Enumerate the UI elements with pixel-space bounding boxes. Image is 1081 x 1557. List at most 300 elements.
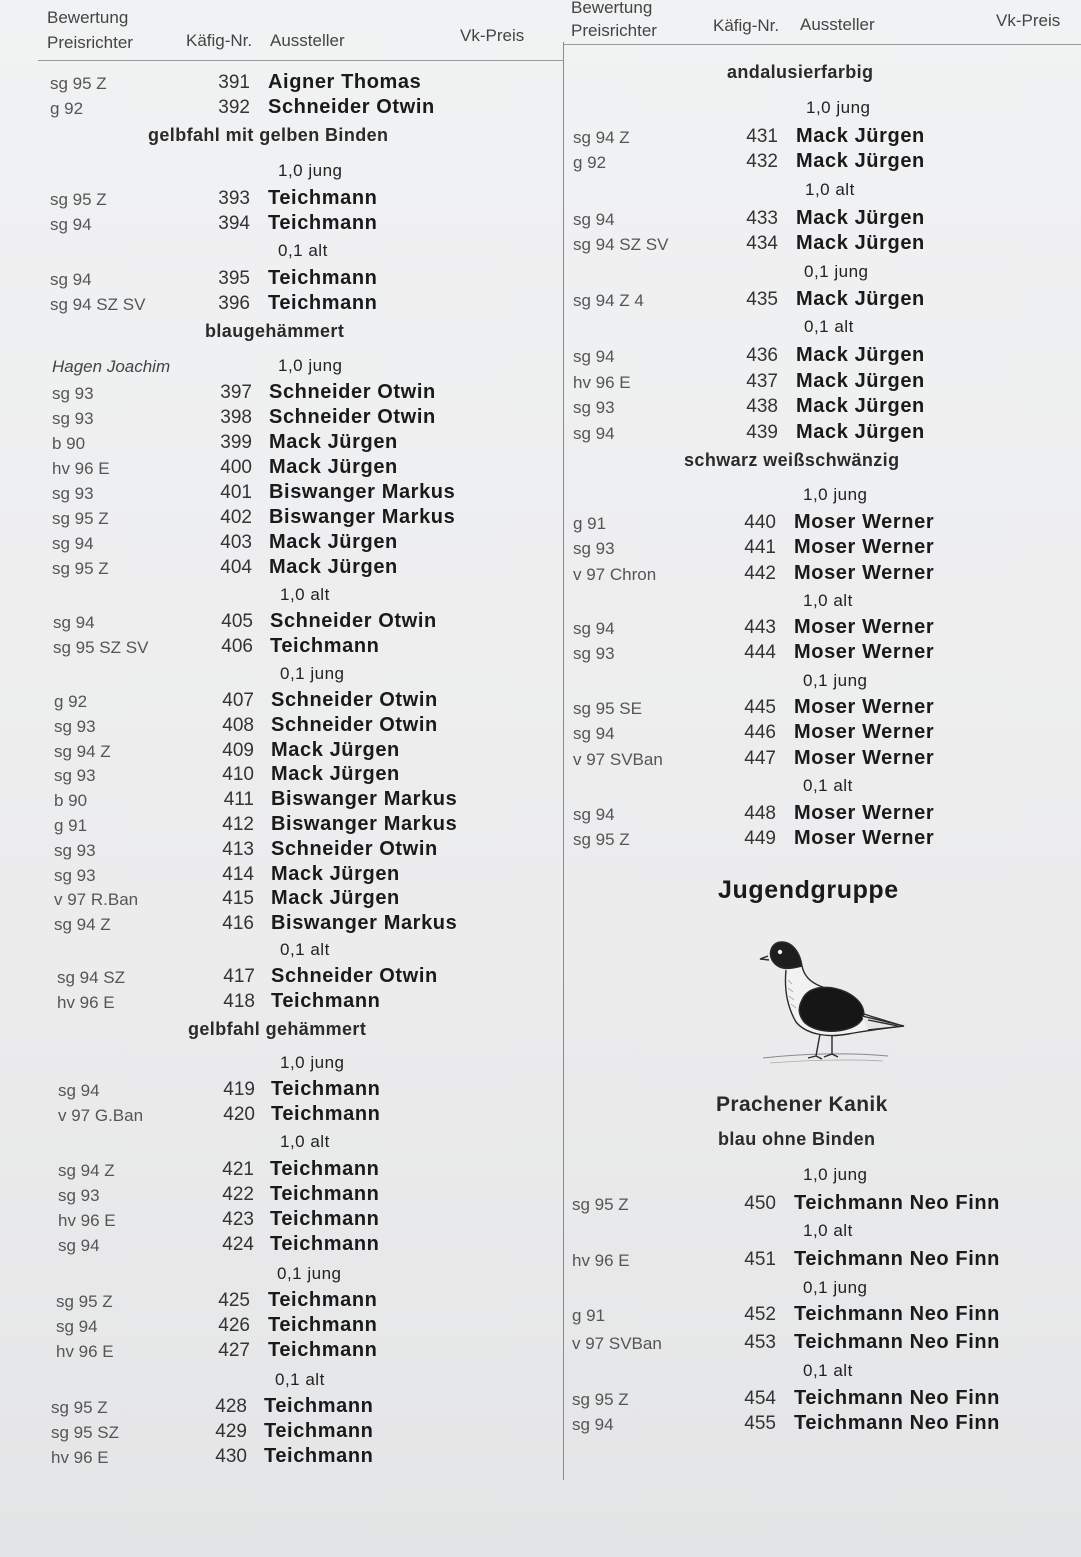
column-divider xyxy=(563,42,564,1480)
rating: sg 95 Z xyxy=(51,1398,108,1417)
entry-row xyxy=(0,812,563,838)
exhibitor-name: Moser Werner xyxy=(794,536,935,559)
class-heading: 1,0 alt xyxy=(280,1132,330,1151)
exhibitor-name: Mack Jürgen xyxy=(796,344,925,366)
rating: sg 93 xyxy=(54,840,96,860)
entry-row xyxy=(0,1444,563,1470)
rating: v 97 SVBan xyxy=(573,749,663,769)
cage-number: 392 xyxy=(218,97,250,118)
cage-number: 413 xyxy=(222,838,254,860)
exhibitor-name: Mack Jürgen xyxy=(796,395,925,417)
exhibitor-name: Teichmann Neo Finn xyxy=(794,1412,1000,1434)
exhibitor-name: Teichmann xyxy=(264,1420,374,1442)
entry-row xyxy=(0,70,563,96)
cage-number: 397 xyxy=(220,382,252,403)
exhibitor-name: Teichmann xyxy=(268,1289,378,1311)
cage-number: 404 xyxy=(220,557,252,578)
entry-row xyxy=(0,762,563,788)
cage-number: 391 xyxy=(218,72,250,93)
rating: g 91 xyxy=(573,514,607,533)
exhibitor-name: Teichmann Neo Finn xyxy=(794,1303,1000,1325)
rating: sg 94 xyxy=(53,613,95,632)
entry-row xyxy=(0,609,563,635)
exhibitor-name: Teichmann Neo Finn xyxy=(794,1331,1000,1353)
header-judge-right: Preisrichter xyxy=(571,21,657,40)
cage-number: 412 xyxy=(222,814,254,835)
rating: sg 93 xyxy=(52,384,94,403)
entry-row xyxy=(566,124,1081,150)
class-heading: 1,0 alt xyxy=(805,180,855,199)
exhibitor-name: Aigner Thomas xyxy=(268,71,422,93)
entry-row xyxy=(566,1386,1081,1412)
cage-number: 408 xyxy=(222,714,254,736)
rating: sg 94 Z 4 xyxy=(573,291,644,310)
entry-row xyxy=(0,480,563,506)
cage-number: 424 xyxy=(222,1234,254,1255)
cage-number: 396 xyxy=(218,293,250,314)
rating: sg 93 xyxy=(573,644,615,663)
exhibitor-name: Biswanger Markus xyxy=(269,481,456,503)
exhibitor-name: Moser Werner xyxy=(794,561,935,584)
color-class-heading: schwarz weißschwänzig xyxy=(684,450,900,470)
rating: hv 96 E xyxy=(56,1342,114,1361)
rating: v 97 Chron xyxy=(573,564,657,584)
entry-row xyxy=(0,837,563,863)
rating: sg 93 xyxy=(52,409,94,428)
exhibitor-name: Mack Jürgen xyxy=(269,431,398,453)
entry-row xyxy=(566,1191,1081,1217)
exhibitor-name: Teichmann xyxy=(271,1103,381,1125)
rating: sg 94 xyxy=(573,347,615,366)
cage-number: 423 xyxy=(222,1209,254,1230)
entry-row xyxy=(566,420,1081,446)
header-price-right: Vk-Preis xyxy=(996,11,1061,30)
cage-number: 455 xyxy=(744,1413,776,1434)
cage-number: 432 xyxy=(746,151,778,172)
entry-row xyxy=(0,713,563,739)
cage-number: 434 xyxy=(746,233,778,254)
rating: b 90 xyxy=(54,791,88,811)
cage-number: 425 xyxy=(218,1290,250,1311)
entry-row xyxy=(0,266,563,292)
exhibitor-name: Teichmann xyxy=(268,267,378,289)
exhibitor-name: Mack Jürgen xyxy=(271,763,400,786)
exhibitor-name: Moser Werner xyxy=(794,511,935,533)
class-heading: 0,1 alt xyxy=(804,317,854,336)
cage-number: 453 xyxy=(744,1332,776,1353)
exhibitor-name: Moser Werner xyxy=(794,616,935,638)
class-heading: 1,0 jung xyxy=(803,1165,868,1184)
exhibitor-name: Moser Werner xyxy=(794,696,935,718)
rating: hv 96 E xyxy=(572,1251,630,1270)
entry-row xyxy=(0,862,563,888)
rating: sg 93 xyxy=(52,484,94,503)
rating: sg 94 SZ SV xyxy=(573,235,669,254)
exhibitor-name: Moser Werner xyxy=(794,802,935,824)
class-heading: 1,0 jung xyxy=(278,161,343,180)
entry-row xyxy=(566,287,1081,313)
class-heading: 1,0 jung xyxy=(280,1053,345,1072)
exhibitor-name: Teichmann xyxy=(271,1078,381,1100)
cage-number: 452 xyxy=(744,1304,776,1325)
entry-row xyxy=(0,95,563,121)
exhibitor-name: Teichmann Neo Finn xyxy=(794,1248,1000,1270)
entry-row xyxy=(0,1077,563,1103)
exhibitor-name: Teichmann Neo Finn xyxy=(794,1192,1000,1214)
cage-number: 441 xyxy=(744,537,776,559)
cage-number: 454 xyxy=(744,1388,776,1409)
header-cage-right: Käfig-Nr. xyxy=(713,16,780,35)
rating: sg 95 Z xyxy=(572,1195,629,1214)
entry-row xyxy=(0,886,563,912)
header-price: Vk-Preis xyxy=(460,26,525,45)
exhibitor-name: Mack Jürgen xyxy=(796,369,925,392)
rating: sg 94 Z xyxy=(58,1161,115,1180)
rating: sg 95 Z xyxy=(52,559,109,578)
exhibitor-name: Teichmann Neo Finn xyxy=(794,1387,1000,1409)
rating: sg 93 xyxy=(573,398,615,417)
cage-number: 427 xyxy=(218,1340,250,1361)
exhibitor-name: Schneider Otwin xyxy=(271,713,438,736)
exhibitor-name: Moser Werner xyxy=(794,746,935,769)
entry-row xyxy=(0,1313,563,1339)
entry-row xyxy=(0,1419,563,1445)
exhibitor-name: Mack Jürgen xyxy=(271,862,400,885)
class-heading: 0,1 jung xyxy=(803,671,868,690)
class-heading: 0,1 jung xyxy=(804,262,869,281)
entry-row xyxy=(0,738,563,764)
color-class-heading: blau ohne Binden xyxy=(718,1129,876,1149)
header-exhibitor: Aussteller xyxy=(270,31,345,50)
rating: sg 93 xyxy=(54,766,96,786)
cage-number: 451 xyxy=(744,1249,776,1270)
rating: hv 96 E xyxy=(52,459,110,478)
rating: sg 94 xyxy=(56,1317,98,1336)
rating: v 97 G.Ban xyxy=(58,1106,144,1125)
class-heading: 1,0 jung xyxy=(806,98,871,117)
cage-number: 439 xyxy=(746,421,778,443)
cage-number: 403 xyxy=(220,532,252,553)
entry-row xyxy=(566,615,1081,641)
entry-row xyxy=(566,206,1081,232)
exhibitor-name: Teichmann xyxy=(268,1339,378,1361)
exhibitor-name: Schneider Otwin xyxy=(269,406,436,428)
rating: sg 94 xyxy=(50,215,92,234)
rating: sg 94 Z xyxy=(573,128,630,147)
rating: g 92 xyxy=(573,153,607,172)
entry-row xyxy=(566,535,1081,561)
cage-number: 419 xyxy=(223,1079,255,1100)
class-heading: 0,1 jung xyxy=(280,664,345,683)
exhibitor-name: Schneider Otwin xyxy=(271,837,438,860)
entry-row xyxy=(0,1157,563,1183)
cage-number: 410 xyxy=(222,764,254,786)
cage-number: 450 xyxy=(744,1193,776,1214)
entry-row xyxy=(0,291,563,317)
cage-number: 428 xyxy=(215,1396,247,1417)
exhibitor-name: Teichmann xyxy=(268,292,378,314)
class-heading: 1,0 jung xyxy=(278,356,343,375)
color-class-heading: blaugehämmert xyxy=(205,321,345,341)
cage-number: 443 xyxy=(744,617,776,638)
exhibitor-name: Teichmann xyxy=(268,187,378,209)
rating: b 90 xyxy=(52,434,86,453)
entry-row xyxy=(566,149,1081,175)
entry-row xyxy=(0,186,563,212)
cage-number: 401 xyxy=(220,482,252,503)
rating: sg 95 SE xyxy=(573,699,642,718)
header-judge: Preisrichter xyxy=(47,33,133,52)
entry-row xyxy=(0,530,563,556)
exhibitor-name: Teichmann xyxy=(270,1158,380,1180)
entry-row xyxy=(0,964,563,990)
cage-number: 431 xyxy=(746,126,778,147)
exhibitor-name: Biswanger Markus xyxy=(271,813,458,835)
exhibitor-name: Teichmann xyxy=(268,212,378,234)
rating: sg 95 Z xyxy=(52,509,109,528)
rating: sg 95 Z xyxy=(572,1390,629,1409)
rating: g 92 xyxy=(54,692,88,711)
entry-row xyxy=(0,505,563,531)
rating: hv 96 E xyxy=(51,1448,109,1467)
rating: sg 93 xyxy=(54,716,96,736)
cage-number: 409 xyxy=(222,739,254,761)
cage-number: 398 xyxy=(220,407,252,428)
cage-number: 420 xyxy=(223,1104,255,1125)
entry-row xyxy=(566,561,1081,587)
rating: sg 94 xyxy=(573,724,615,744)
pigeon-illustration xyxy=(758,930,908,1070)
entry-row xyxy=(566,746,1081,772)
color-class-heading: andalusierfarbig xyxy=(727,62,874,82)
rating: sg 95 Z xyxy=(50,190,107,209)
rating: sg 95 Z xyxy=(50,74,107,93)
exhibitor-name: Mack Jürgen xyxy=(796,125,925,147)
class-heading: 0,1 alt xyxy=(803,776,853,795)
header-divider-right xyxy=(564,44,1081,45)
exhibitor-name: Biswanger Markus xyxy=(269,506,456,528)
rating: hv 96 E xyxy=(57,993,115,1012)
color-class-heading: gelbfahl mit gelben Binden xyxy=(148,125,389,145)
entry-row xyxy=(0,380,563,406)
entry-row xyxy=(566,510,1081,536)
rating: sg 94 SZ SV xyxy=(50,295,146,314)
entry-row xyxy=(566,394,1081,420)
exhibitor-name: Moser Werner xyxy=(794,721,935,744)
entry-row xyxy=(0,911,563,937)
rating: v 97 R.Ban xyxy=(54,890,139,910)
exhibitor-name: Teichmann xyxy=(271,990,381,1012)
rating: hv 96 E xyxy=(58,1211,116,1230)
exhibitor-name: Teichmann xyxy=(270,635,380,657)
rating: sg 94 xyxy=(573,619,615,638)
rating: sg 94 xyxy=(572,1415,614,1434)
cage-number: 421 xyxy=(222,1159,254,1180)
rating: g 91 xyxy=(54,816,88,835)
entry-row xyxy=(566,695,1081,721)
header-exhibitor-right: Aussteller xyxy=(800,15,875,34)
entry-row xyxy=(566,343,1081,369)
cage-number: 446 xyxy=(744,722,776,744)
exhibitor-name: Mack Jürgen xyxy=(796,420,925,443)
exhibitor-name: Schneider Otwin xyxy=(271,965,438,987)
class-heading: 1,0 jung xyxy=(803,485,868,504)
entry-row xyxy=(0,1394,563,1420)
cage-number: 415 xyxy=(222,888,254,910)
exhibitor-name: Mack Jürgen xyxy=(796,207,925,229)
exhibitor-name: Mack Jürgen xyxy=(269,456,398,478)
exhibitor-name: Mack Jürgen xyxy=(269,531,398,553)
cage-number: 407 xyxy=(222,690,254,711)
exhibitor-name: Teichmann xyxy=(270,1183,380,1205)
entry-row xyxy=(0,1102,563,1128)
cage-number: 414 xyxy=(222,863,254,885)
entry-row xyxy=(0,1207,563,1233)
rating: g 91 xyxy=(572,1306,606,1325)
rating: g 92 xyxy=(50,99,84,118)
cage-number: 447 xyxy=(744,747,776,769)
rating: sg 94 xyxy=(50,270,92,289)
rating: sg 94 xyxy=(58,1236,100,1255)
exhibitor-name: Teichmann xyxy=(264,1395,374,1417)
cage-number: 449 xyxy=(744,828,776,849)
class-heading: 0,1 alt xyxy=(275,1370,325,1389)
entry-row xyxy=(566,1247,1081,1273)
entry-row xyxy=(0,1232,563,1258)
entry-row xyxy=(0,989,563,1015)
cage-number: 400 xyxy=(220,457,252,478)
rating: sg 94 xyxy=(58,1081,100,1100)
header-rating-right: Bewertung xyxy=(571,0,653,17)
header-rating: Bewertung xyxy=(47,8,129,27)
rating: sg 94 Z xyxy=(54,741,111,761)
entry-row xyxy=(566,369,1081,395)
cage-number: 395 xyxy=(218,268,250,289)
entry-row xyxy=(566,826,1081,852)
entry-row xyxy=(0,455,563,481)
entry-row xyxy=(0,787,563,813)
class-heading: 0,1 alt xyxy=(280,940,330,959)
exhibitor-name: Schneider Otwin xyxy=(269,381,436,403)
exhibitor-name: Schneider Otwin xyxy=(270,610,437,632)
cage-number: 444 xyxy=(744,642,776,663)
cage-number: 440 xyxy=(744,512,776,533)
cage-number: 426 xyxy=(218,1315,250,1336)
cage-number: 399 xyxy=(220,432,252,453)
exhibitor-name: Mack Jürgen xyxy=(269,556,398,578)
entry-row xyxy=(0,688,563,714)
cage-number: 445 xyxy=(744,697,776,718)
header-cage: Käfig-Nr. xyxy=(186,31,253,50)
cage-number: 405 xyxy=(221,611,253,632)
judge-name: Hagen Joachim xyxy=(52,357,171,376)
rating: sg 95 SZ xyxy=(51,1423,120,1442)
cage-number: 402 xyxy=(220,507,252,528)
entry-row xyxy=(0,1182,563,1208)
cage-number: 416 xyxy=(222,913,254,935)
rating: sg 94 xyxy=(573,423,615,443)
exhibitor-name: Teichmann xyxy=(270,1208,380,1230)
exhibitor-name: Teichmann xyxy=(264,1445,374,1467)
rating: sg 94 SZ xyxy=(57,968,126,987)
exhibitor-name: Teichmann xyxy=(270,1233,380,1255)
breed-title: Prachener Kanik xyxy=(716,1093,888,1116)
rating: sg 94 xyxy=(573,210,615,229)
exhibitor-name: Biswanger Markus xyxy=(271,912,458,935)
pigeon-icon xyxy=(760,942,904,1063)
exhibitor-name: Teichmann xyxy=(268,1314,378,1336)
cage-number: 411 xyxy=(223,789,254,811)
entry-row xyxy=(0,430,563,456)
exhibitor-name: Mack Jürgen xyxy=(796,288,925,310)
exhibitor-name: Mack Jürgen xyxy=(271,738,400,761)
exhibitor-name: Mack Jürgen xyxy=(796,150,925,172)
exhibitor-name: Biswanger Markus xyxy=(271,788,458,811)
entry-row xyxy=(0,405,563,431)
rating: v 97 SVBan xyxy=(572,1334,662,1353)
class-heading: 1,0 alt xyxy=(280,585,330,604)
entry-row xyxy=(566,640,1081,666)
cage-number: 436 xyxy=(746,345,778,366)
entry-row xyxy=(566,231,1081,257)
entry-row xyxy=(566,1302,1081,1328)
rating: sg 93 xyxy=(573,539,615,559)
entry-row xyxy=(566,720,1081,746)
class-heading: 1,0 alt xyxy=(803,591,853,610)
entry-row xyxy=(0,1338,563,1364)
exhibitor-name: Mack Jürgen xyxy=(271,887,400,910)
entry-row xyxy=(0,555,563,581)
rating: sg 94 xyxy=(52,534,94,553)
cage-number: 430 xyxy=(215,1446,247,1467)
exhibitor-name: Schneider Otwin xyxy=(268,96,435,118)
cage-number: 437 xyxy=(746,370,778,392)
class-heading: 0,1 jung xyxy=(277,1264,342,1283)
cage-number: 438 xyxy=(746,396,778,417)
exhibitor-name: Moser Werner xyxy=(794,641,935,663)
entry-row xyxy=(566,1411,1081,1437)
rating: sg 95 SZ SV xyxy=(53,638,149,657)
cage-number: 417 xyxy=(223,966,255,987)
group-title: Jugendgruppe xyxy=(718,876,899,904)
rating: sg 94 Z xyxy=(54,915,111,935)
cage-number: 442 xyxy=(744,562,776,584)
cage-number: 406 xyxy=(221,636,253,657)
rating: sg 93 xyxy=(58,1186,100,1205)
cage-number: 394 xyxy=(218,213,250,234)
cage-number: 435 xyxy=(746,289,778,310)
entry-row xyxy=(0,1288,563,1314)
cage-number: 393 xyxy=(218,188,250,209)
rating: hv 96 E xyxy=(573,372,631,392)
header-divider xyxy=(38,60,563,61)
class-heading: 0,1 alt xyxy=(278,241,328,260)
entry-row xyxy=(0,211,563,237)
cage-number: 448 xyxy=(744,803,776,824)
rating: sg 93 xyxy=(54,865,96,885)
cage-number: 433 xyxy=(746,208,778,229)
rating: sg 95 Z xyxy=(56,1292,113,1311)
color-class-heading: gelbfahl gehämmert xyxy=(188,1019,367,1039)
cage-number: 422 xyxy=(222,1184,254,1205)
rating: sg 95 Z xyxy=(573,830,630,849)
exhibitor-name: Moser Werner xyxy=(794,827,935,849)
entry-row xyxy=(566,1330,1081,1356)
rating: sg 94 xyxy=(573,805,615,824)
entry-row xyxy=(566,801,1081,827)
exhibitor-name: Mack Jürgen xyxy=(796,232,925,254)
class-heading: 1,0 alt xyxy=(803,1221,853,1240)
